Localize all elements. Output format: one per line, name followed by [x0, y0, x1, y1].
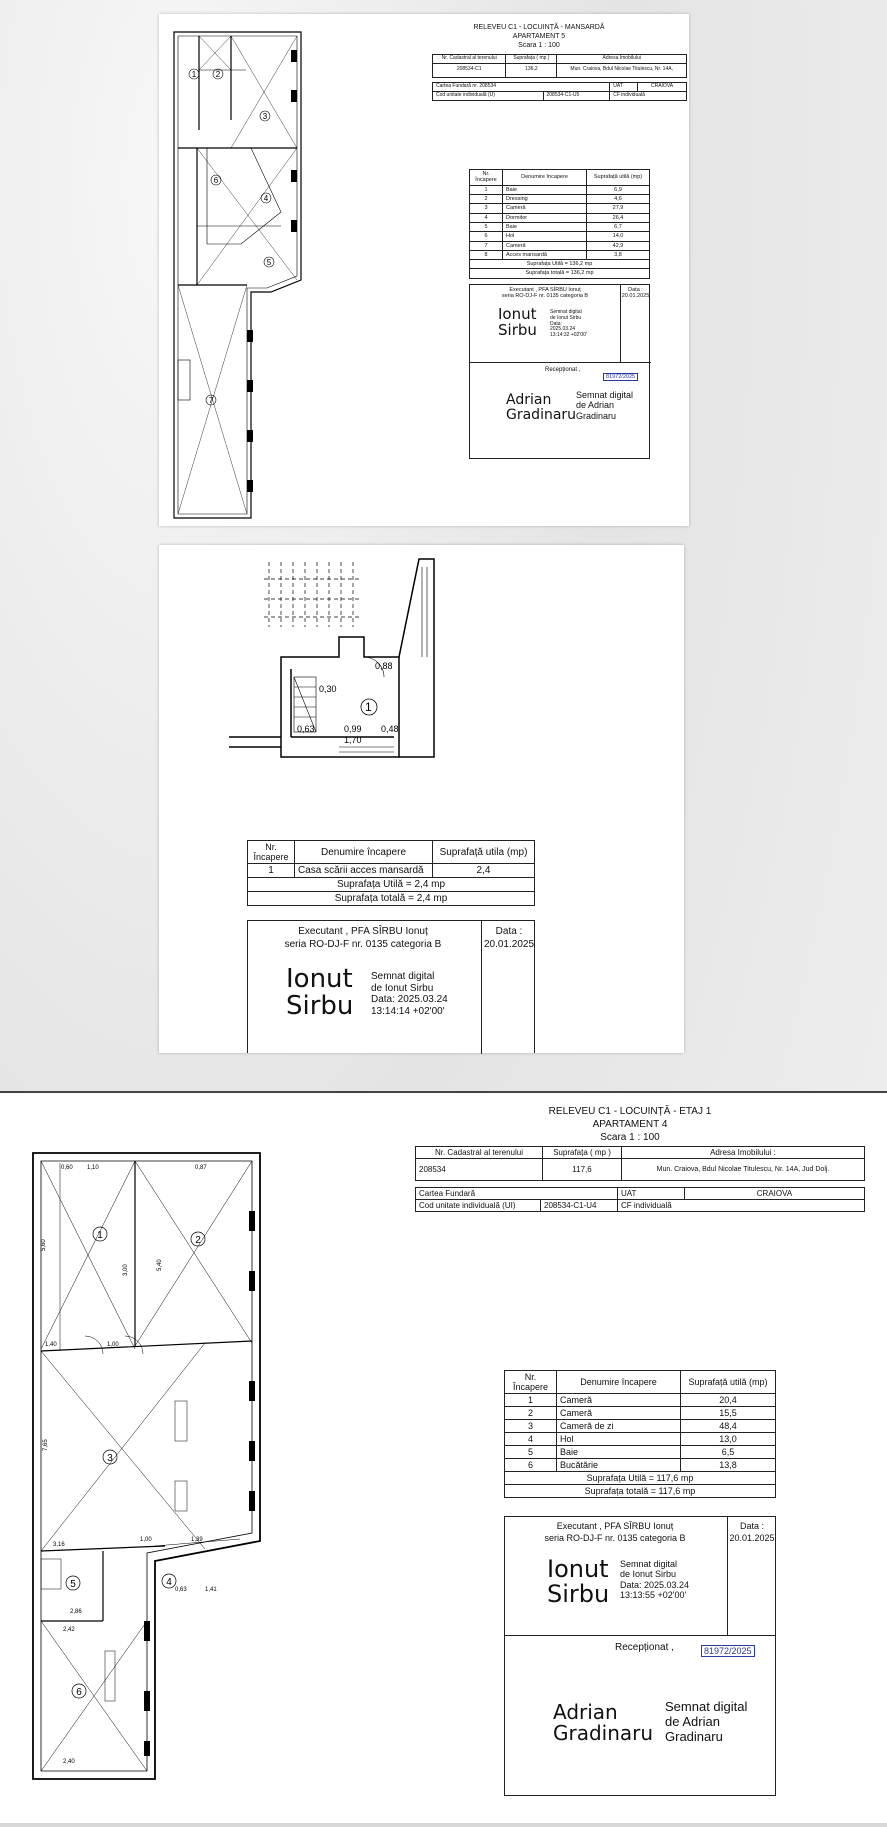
- signature2-name-line1: Adrian: [553, 1700, 618, 1724]
- table-row: 3 Cameră 27,9: [470, 204, 650, 213]
- signature-text: 2025.03.24: [550, 326, 576, 333]
- signature-text: Semnat digital: [550, 309, 582, 315]
- executant-line: Executant , PFA SÎRBU Ionuț: [556, 1521, 674, 1531]
- col-header-name: Denumire încapere: [295, 841, 433, 864]
- dim-label: 1,00: [140, 1537, 152, 1543]
- signature-text: 13:14:32 +02'00': [550, 332, 587, 338]
- cad-value: 208534: [416, 1159, 543, 1181]
- dim-label: 0,63: [297, 724, 315, 734]
- signature-block: [247, 920, 535, 1053]
- cad-header: Adresa Imobilului :: [622, 1147, 865, 1159]
- col-header-nr: Nr. Încapere: [470, 170, 503, 186]
- doc-title: RELEVEU C1 - LOCUINȚĂ - ETAJ 1: [548, 1106, 712, 1117]
- signature-name-line1: Ionut: [547, 1555, 609, 1583]
- dim-label: 0,30: [319, 684, 337, 694]
- signature-name-line1: Ionut: [498, 305, 537, 323]
- floor-plan-mansarda: [171, 30, 321, 520]
- cod-value: 208534-C1-U5: [543, 91, 610, 100]
- receptionat-label: Recepționat ,: [615, 1642, 674, 1653]
- table-row: 6 Hol 14,0: [470, 232, 650, 241]
- sheet-casa-scarii: [159, 545, 684, 1053]
- col-header-nr: Nr. Încapere: [505, 1371, 557, 1394]
- signature-text: de Ionut Sirbu: [620, 1569, 677, 1580]
- dim-label: 0,87: [195, 1165, 207, 1171]
- apartment-label: APARTAMENT 4: [592, 1119, 668, 1130]
- cod-label: Cod unitate individuală (U): [433, 91, 544, 100]
- stair-rooms-table: [247, 840, 535, 906]
- signature-text: Data:: [550, 320, 562, 327]
- signature2-name-line2: Gradinaru: [553, 1721, 654, 1745]
- util-area: Suprafața Utilă = 2,4 mp: [248, 878, 535, 892]
- dim-label: 3,00: [123, 1264, 129, 1276]
- svg-text:4: 4: [263, 194, 269, 203]
- cad-value: Mun. Craiova, Bdul Nicolae Titulescu, Nr. 14A, Jud Dolj.: [622, 1159, 865, 1181]
- seria-line: seria RO-DJ-F nr. 0135 categoria B: [284, 939, 442, 950]
- col-header-area: Suprafață utilă (mp): [681, 1371, 776, 1394]
- dim-label: 5,60: [41, 1239, 47, 1251]
- signature-text: 13:14:14 +02'00': [371, 1005, 445, 1017]
- dim-label: 2,40: [63, 1759, 75, 1765]
- seria-line: seria RO-DJ-F nr. 0135 categoria B: [501, 293, 589, 300]
- table-row: 5 Baie 6,7: [470, 222, 650, 231]
- cf-table: [415, 1187, 865, 1212]
- cad-value: 136,2: [506, 63, 557, 77]
- carte-funciara-label: Cartea Fundară: [416, 1188, 618, 1200]
- carte-funciara-label: Cartea Fundară nr. 208534: [433, 83, 610, 92]
- signature-text: Gradinaru: [665, 1728, 723, 1744]
- cf-table: [432, 82, 687, 101]
- cad-header: Nr. Cadastral al terenului: [433, 55, 506, 64]
- col-header-nr: Nr. Încapere: [248, 841, 295, 864]
- receptionat-label: Recepționat ,: [545, 367, 581, 373]
- room-number: 1: [97, 1230, 103, 1241]
- apartment-label: APARTAMENT 5: [512, 33, 566, 41]
- svg-text:6: 6: [213, 176, 219, 185]
- room-number: 6: [76, 1687, 82, 1698]
- dim-label: 0,88: [375, 661, 393, 671]
- floor-plan-stair: [219, 557, 479, 767]
- cf-value: CF individuală: [610, 91, 687, 100]
- dim-label: 0,99: [344, 724, 362, 734]
- dim-label: 7,65: [43, 1439, 49, 1451]
- table-row: 4 Hol 13,0: [505, 1433, 776, 1446]
- signature-text: Semnat digital: [620, 1559, 678, 1569]
- date-label: Data :: [495, 926, 523, 937]
- svg-text:7: 7: [208, 396, 214, 405]
- date-label: Data :: [628, 287, 643, 293]
- signature-text: de Ionut Sirbu: [550, 314, 582, 321]
- cad-value: 208534-C1: [433, 63, 506, 77]
- svg-text:5: 5: [266, 258, 272, 267]
- svg-text:2: 2: [215, 70, 221, 79]
- signature-name-line2: Sirbu: [547, 1580, 610, 1609]
- signature-name-line2: Sirbu: [498, 320, 537, 339]
- room-number: 5: [70, 1579, 76, 1590]
- signature-name-line2: Sirbu: [286, 991, 354, 1022]
- floor-plan-etaj-1: [25, 1151, 265, 1781]
- util-area: Suprafața Utilă = 117,6 mp: [505, 1472, 776, 1485]
- signature-text: Gradinaru: [576, 410, 617, 421]
- dim-label: 1,10: [87, 1165, 99, 1171]
- total-area: Suprafața totală = 117,6 mp: [505, 1485, 776, 1498]
- dim-label: 0,48: [381, 724, 399, 734]
- dim-label: 0,63: [175, 1587, 187, 1593]
- uat-value: CRAIOVA: [638, 83, 687, 92]
- dim-label: 1,70: [344, 735, 362, 745]
- dim-label: 3,16: [53, 1542, 65, 1548]
- sheet-etaj-1: [0, 1093, 887, 1823]
- signature-text: de Adrian: [665, 1713, 720, 1729]
- signature-text: Data: 2025.03.24: [371, 994, 448, 1005]
- total-area: Suprafața totală = 136,2 mp: [470, 269, 650, 278]
- dim-label: 1,00: [107, 1342, 119, 1348]
- signature-block: [504, 1516, 776, 1796]
- scale-label: Scara 1 : 100: [518, 42, 560, 50]
- cod-value: 208534-C1-U4: [541, 1200, 618, 1212]
- cad-header: Suprafața ( mp ): [506, 55, 557, 64]
- signature-text: Semnat digital: [665, 1699, 748, 1714]
- table-row: 1 Baie 6,9: [470, 185, 650, 194]
- table-row: 3 Cameră de zi 48,4: [505, 1420, 776, 1433]
- signature2-name-line2: Gradinaru: [506, 406, 577, 423]
- executant-line: Executant , PFA SÎRBU Ionuț: [298, 926, 428, 937]
- col-header-area: Suprafață utilă (mp): [587, 170, 650, 186]
- table-row: 1 Cameră 20,4: [505, 1394, 776, 1407]
- cad-value: 117,6: [543, 1159, 622, 1181]
- date-label: Data :: [739, 1521, 764, 1531]
- dim-label: 1,40: [45, 1342, 57, 1348]
- col-header-name: Denumire încapere: [503, 170, 587, 186]
- dim-label: 2,42: [63, 1627, 75, 1633]
- signature-text: Data: 2025.03.24: [620, 1579, 690, 1590]
- uat-value: CRAIOVA: [685, 1188, 865, 1200]
- signature-text: Semnat digital: [576, 390, 634, 400]
- room-number: 1: [365, 700, 372, 714]
- table-row: 8 Acces mansardă 3,8: [470, 250, 650, 259]
- signature-block: [469, 284, 650, 459]
- date-value: 20.01.2025: [621, 293, 650, 300]
- table-row: 5 Baie 6,5: [505, 1446, 776, 1459]
- table-row: 6 Bucătărie 13,8: [505, 1459, 776, 1472]
- signature-name-line1: Ionut: [286, 964, 353, 994]
- col-header-area: Suprafață utila (mp): [433, 841, 535, 864]
- stamp-number: 81972/2025: [701, 1645, 755, 1657]
- room-number: 4: [166, 1577, 172, 1588]
- date-value: 20.01.2025: [729, 1532, 775, 1543]
- cad-header: Suprafața ( mp ): [543, 1147, 622, 1159]
- total-area: Suprafața totală = 2,4 mp: [248, 892, 535, 906]
- dim-label: 0,60: [61, 1165, 73, 1171]
- cad-header: Nr. Cadastral al terenului: [416, 1147, 543, 1159]
- sheet-mansarda: [159, 14, 689, 526]
- cf-value: CF individuală: [618, 1200, 865, 1212]
- room-number: 3: [107, 1453, 113, 1464]
- cad-value: Mun. Craiova, Bdul Nicolae Titulescu, Nr. 14A,: [557, 63, 687, 77]
- executant-line: Executant , PFA SÎRBU Ionuț: [509, 287, 581, 293]
- table-row: 1 Casa scării acces mansardă 2,4: [248, 864, 535, 878]
- signature-text: de Ionut Sirbu: [371, 982, 434, 994]
- col-header-name: Denumire încapere: [557, 1371, 681, 1394]
- dim-label: 1,39: [191, 1537, 203, 1543]
- table-row: 7 Cameră 42,9: [470, 241, 650, 250]
- signature-text: 13:13:55 +02'00': [620, 1590, 687, 1601]
- rooms-table: [469, 169, 650, 279]
- date-value: 20.01.2025: [483, 939, 535, 950]
- bottom-strip: [0, 1823, 887, 1827]
- dim-label: 1,41: [205, 1587, 217, 1593]
- scale-label: Scara 1 : 100: [600, 1132, 660, 1143]
- dim-label: 5,40: [157, 1259, 163, 1271]
- uat-label: UAT: [618, 1188, 685, 1200]
- uat-label: UAT: [610, 83, 638, 92]
- util-area: Suprafața Utilă = 136,2 mp: [470, 260, 650, 269]
- table-row: 2 Cameră 15,5: [505, 1407, 776, 1420]
- rooms-table: [504, 1370, 776, 1498]
- svg-text:1: 1: [191, 70, 197, 79]
- cadastral-table: [415, 1146, 865, 1181]
- table-row: 2 Dressing 4,6: [470, 194, 650, 203]
- room-number: 2: [195, 1235, 201, 1246]
- seria-line: seria RO-DJ-F nr. 0135 categoria B: [544, 1532, 686, 1543]
- table-row: 4 Dormitor 26,4: [470, 213, 650, 222]
- stamp-number: 81972/2025: [603, 373, 638, 381]
- signature-text: Semnat digital: [371, 971, 435, 982]
- cad-header: Adresa Imobilului: [557, 55, 687, 64]
- cod-label: Cod unitate individuală (UI): [416, 1200, 541, 1212]
- doc-title: RELEVEU C1 - LOCUINȚĂ - MANSARDĂ: [473, 24, 605, 31]
- svg-text:3: 3: [262, 112, 268, 121]
- signature-text: de Adrian: [576, 400, 615, 411]
- signature2-name-line1: Adrian: [506, 392, 552, 408]
- cadastral-table: [432, 54, 687, 78]
- dim-label: 2,86: [70, 1609, 82, 1615]
